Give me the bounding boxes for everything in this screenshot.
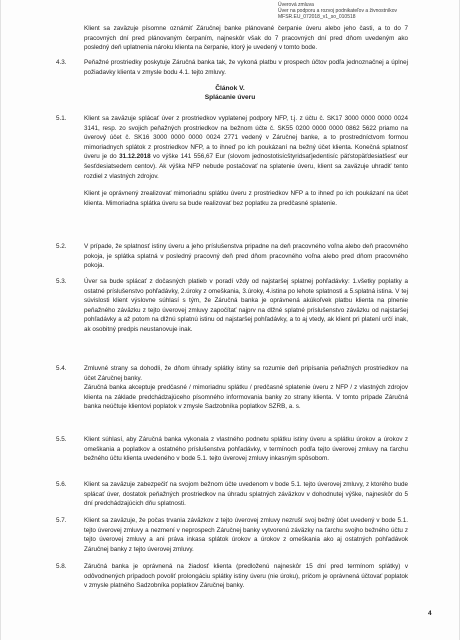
section-5-8-text: Záručná banka je oprávnená na žiadosť klienta (predloženú najneskôr 15 dní pred termínom splátky) v odôvodnených prípadoch povoliť prolongáciu splátky istiny úveru (nie úroku), pričom je oprávnená účtovať poplatok v zmysle platného Sadzobníka poplatkov Záručnej banky.	[84, 563, 408, 590]
section-5-6-number: 5.6.	[56, 481, 67, 488]
section-5-5-number: 5.5.	[56, 436, 67, 443]
intro-paragraph: Klient sa zaväzuje písomne oznámiť Záručnej banke plánované čerpanie úveru alebo jeho časti, a to do 7 pracovných dní pred plánovaným čerpaním, najneskôr však do 7 pracovných dní pred dňom uvedeným ako posledný deň uplatnenia nároku klienta na čerpanie, ktorý je uvedený v tomto bode.	[84, 25, 408, 52]
section-5-2-text: V prípade, že splatnosť istiny úveru a jeho príslušenstva pripadne na deň pracovného voľna alebo deň pracovného pokoja, je splátka splatná v posledný pracovný deň pred dňom pracovného voľna alebo pred dňom pracovného pokoja.	[84, 243, 408, 270]
header-line-1: Úverová zmluva	[278, 2, 314, 8]
section-5-4-text: Zmluvné strany sa dohodli, že dňom úhrady splátky istiny sa rozumie deň pripísania peňažných prostriedkov na účet Záručnej banky. Záručná banka akceptuje predčasné / mimoriadnu splátku / predčasné splatenie úveru z NFP / z vlastných zdrojov klienta na základe predchádzajúceho písomného informovania banky zo strany klienta. V tomto prípade Záručná banka neúčtuje klientovi poplatok v zmysle Sadzobníka poplatkov SZRB, a. s.	[84, 365, 408, 411]
header-line-2: Úver na podporu a rozvoj podnikateľov a živnostníkov	[278, 8, 398, 14]
section-5-4-number: 5.4.	[56, 365, 67, 372]
maturity-date: 31.12.2018	[119, 153, 151, 161]
article-title: Článok V.	[215, 85, 245, 92]
document-header	[278, 2, 397, 20]
section-4-3-text: Peňažné prostriedky poskytuje Záručná banka tak, že vykoná platbu v prospech účtov podľa jednoznačnej a úplnej požiadavky klienta v zmysle bodu 4.1. tejto zmluvy.	[84, 59, 408, 76]
page-number: 4	[428, 610, 432, 617]
section-5-3-number: 5.3.	[56, 278, 67, 285]
section-5-8-number: 5.8.	[56, 563, 67, 570]
section-5-1-number: 5.1.	[56, 115, 67, 122]
header-line-3: MFSR.EU_072018_v1_so_010518	[278, 14, 356, 20]
section-5-5-text: Klient súhlasí, aby Záručná banka vykonala z vlastného podnetu splátku istiny úveru a splátku úrokov a úrokov z omeškania a poplatkov a ostatného príslušenstva pohľadávky, v termínoch podľa tejto úverovej zmluvy na ťarchu bežného účtu klienta uvedeného v bode 5.1. tejto úverovej zmluvy inkasným spôsobom.	[84, 436, 408, 463]
section-5-7-number: 5.7.	[56, 517, 67, 524]
article-subtitle: Splácanie úveru	[204, 94, 256, 101]
section-4-3-number: 4.3.	[56, 59, 67, 66]
section-5-3-text: Úver sa bude splácať z dočasných platieb v poradí vždy od najstaršej splatnej pohľadávky: 1.všetky poplatky a ostatné príslušenstvo pohľadávky, 2.úroky z omeškania, 3.úroky, 4.istina po lehote splatnosti a 5.splatná istina. V tej súvislosti klient výslovne súhlasí s tým, že Záručná banka je oprávnená akúkoľvek platbu klienta na plnenie peňažného záväzku z tejto úverovej zmluvy započítať najprv na dlžné splatné príslušenstvo záväzku od najstaršej pohľadávky a až potom na dlžnú splatnú istinu od najstaršej pohľadávky, a to aj vtedy, ak klient pri platení určí inak, ak osobitný predpis neustanovuje inak.	[84, 278, 408, 333]
section-5-1-text: Klient sa zaväzuje splácať úver z prostriedkov vyplatenej podpory NFP, t.j. z účtu č. SK17 3000 0000 0000 0024 3141, resp. zo svojich peňažných prostriedkov na bežnom účte č. SK55 0200 0000 0000 0862 5622 priamo na úverový účet č. SK16 3000 0000 0000 0024 2771 vedený v Záručnej banke, a to prostredníctvom formou mimoriadnych splátok z prostriedkov NFP, a to ihneď po ich poukázaní na bežný účet klienta. Konečná splatnosť úveru je do 31.12.2018 vo výške 141 556,67 Eur (slovom jednostotisícštyridsaťjedentisíc päťstopäťdesiatšesť eur šesťdesiatsedem centov). Ak výška NFP nebude postačovať na splatenie úveru, klient sa zaväzuje uhradiť tento rozdiel z vlastných zdrojov. Klient je oprávnený zrealizovať mimoriadnu splátku úveru z prostriedkov NFP a to ihneď po ich poukázaní na účet klienta. Mimoriadna splátka úveru sa bude realizovať bez poplatku za predčasné splatenie.	[84, 115, 408, 207]
section-5-6-text: Klient sa zaväzuje zabezpečiť na svojom bežnom účte uvedenom v bode 5.1. tejto úverovej zmluvy, z ktorého bude splácať úver, dostatok peňažných prostriedkov na úhradu splatných záväzkov v dohodnutej výške, najneskôr do 5 dní predchádzajúcich dňu splatnosti.	[84, 481, 408, 508]
section-5-7-text: Klient sa zaväzuje, že počas trvania záväzkov z tejto úverovej zmluvy nezruší svoj bežný účet uvedený v bode 5.1. tejto úverovej zmluvy a nezmení v neprospech Záručnej banky vytvorenú záväzky na ťarchu svojho bežného účtu z tejto úverovej zmluvy a ani práva inkasa splátok úrokov a úrokov z omeškania ako aj ostatných pohľadávok Záručnej banky z tejto úverovej zmluvy.	[84, 517, 408, 553]
section-5-2-number: 5.2.	[56, 243, 67, 250]
